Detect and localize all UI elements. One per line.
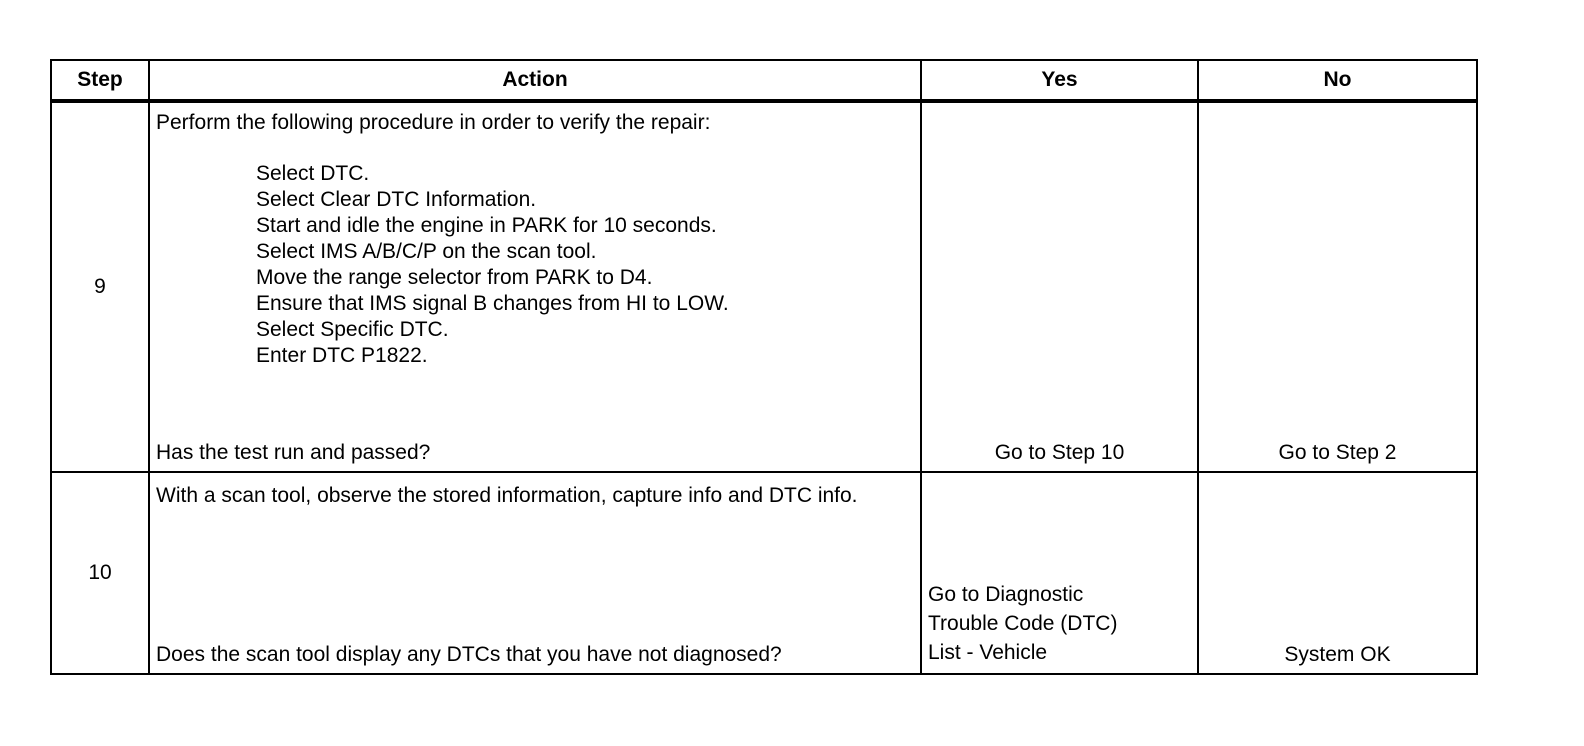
- procedure-step: Select Clear DTC Information.: [256, 188, 537, 211]
- no-cell: [1198, 472, 1477, 674]
- action-question: Does the scan tool display any DTCs that you have not diagnosed?: [156, 643, 782, 666]
- header-action: Action: [149, 60, 921, 101]
- yes-cell: [921, 101, 1198, 472]
- no-result: Go to Step 2: [1278, 441, 1397, 464]
- action-intro: Perform the following procedure in order to verify the repair:: [156, 111, 711, 134]
- yes-result: Go to Step 10: [994, 441, 1125, 464]
- step-number: 9: [51, 101, 149, 472]
- diagnostic-table: [50, 59, 1478, 675]
- table-row: [51, 472, 1477, 674]
- procedure-step: Select Specific DTC.: [256, 318, 449, 341]
- table-row: [51, 101, 1477, 472]
- action-intro: With a scan tool, observe the stored information, capture info and DTC info.: [156, 484, 858, 507]
- procedure-step: Move the range selector from PARK to D4.: [256, 266, 653, 289]
- header-no: No: [1198, 60, 1477, 101]
- procedure-step: Start and idle the engine in PARK for 10 seconds.: [256, 214, 717, 237]
- action-question: Has the test run and passed?: [156, 441, 431, 464]
- procedure-list: [156, 161, 920, 369]
- procedure-step: Ensure that IMS signal B changes from HI to LOW.: [256, 292, 729, 315]
- header-yes: Yes: [921, 60, 1198, 101]
- procedure-step: Select DTC.: [256, 162, 370, 185]
- no-cell: [1198, 101, 1477, 472]
- yes-cell: [921, 472, 1198, 674]
- procedure-step: Enter DTC P1822.: [256, 344, 428, 367]
- header-row: [51, 60, 1477, 101]
- no-result: System OK: [1284, 643, 1391, 666]
- step-number: 10: [51, 472, 149, 674]
- action-cell: [149, 101, 921, 472]
- action-cell: [149, 472, 921, 674]
- header-step: Step: [51, 60, 149, 101]
- procedure-step: Select IMS A/B/C/P on the scan tool.: [256, 240, 597, 263]
- yes-result: Go to Diagnostic Trouble Code (DTC) List - Vehicle: [928, 583, 1118, 664]
